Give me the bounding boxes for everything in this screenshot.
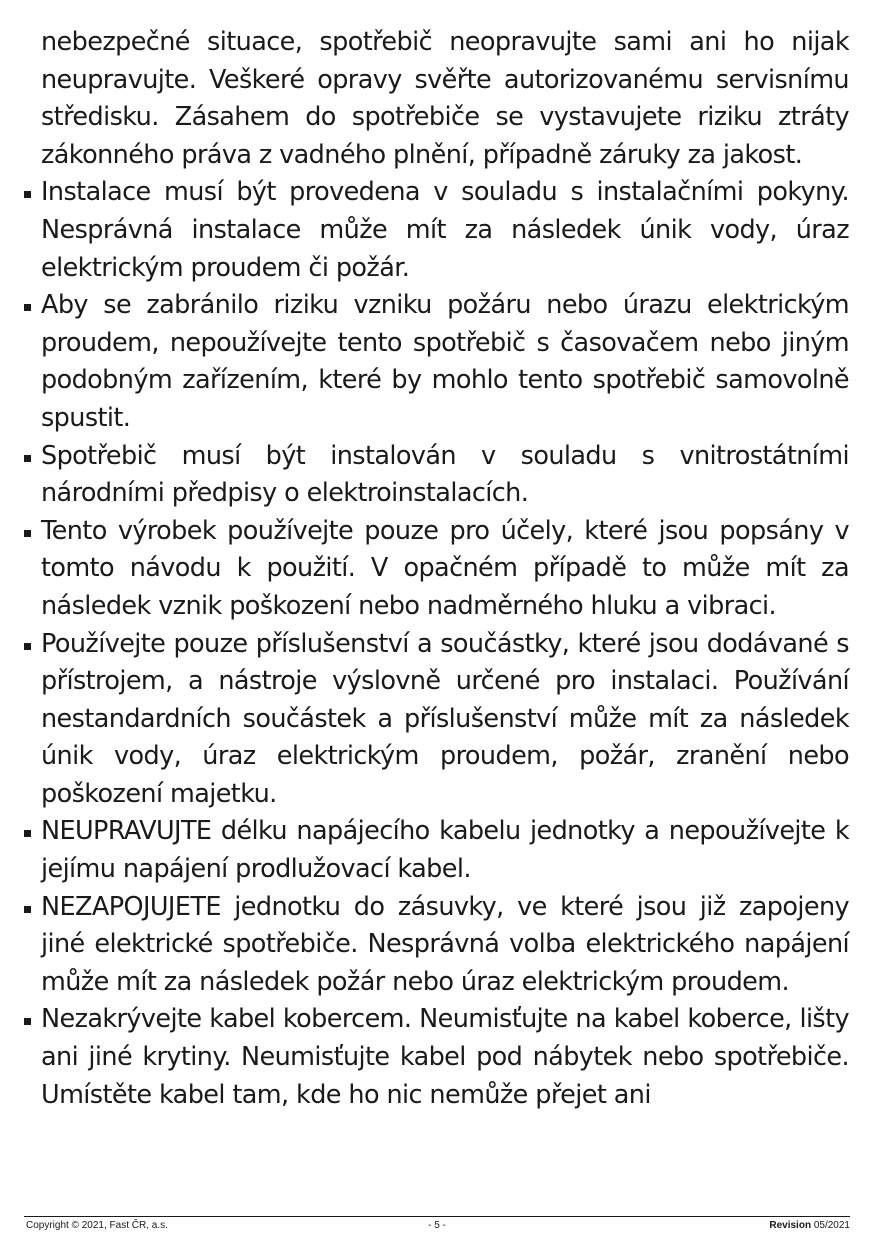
paragraph-continued: nebezpečné situace, spotřebič neopravujte sami ani ho nijak neupravujte. Veškeré opravy svěřte autorizovanému servisnímu středisku. Zásahem do spotřebiče se vystavujete riziku ztráty zákonného práva z vadného plnění, případně záruky za jakost. [41,27,849,170]
bullet-item-power-cable: NEUPRAVUJTE délku napájecího kabelu jednotky a nepoužívejte k jejímu napájení prodlužovací kabel. [41,813,849,888]
bullet-item-timer: Aby se zabránilo riziku vzniku požáru nebo úrazu elektrickým proudem, nepoužívejte tento spotřebič s časovačem nebo jiným podobným zařízením, které by mohlo tento spotřebič samovolně spustit. [41,287,849,437]
bullet-item-accessories: Používejte pouze příslušenství a součástky, které jsou dodávané s přístrojem, a nástroje výslovně určené pro instalaci. Používání nestandardních součástek a příslušenství může mít za následek únik vody, úraz elektrickým proudem, požár, zranění nebo poškození majetku. [41,626,849,814]
bullet-item-national-regulations: Spotřebič musí být instalován v souladu s vnitrostátními národními předpisy o elektroinstalacích. [41,438,849,513]
document-body [41,24,849,1114]
bullet-item-installation: Instalace musí být provedena v souladu s instalačními pokyny. Nesprávná instalace může mít za následek únik vody, úraz elektrickým proudem či požár. [41,174,849,287]
footer-divider [24,1216,850,1217]
footer-copyright: Copyright © 2021, Fast ČR, a.s. [26,1220,168,1231]
revision-value: 05/2021 [813,1220,850,1231]
bullet-item-cable-covering: Nezakrývejte kabel kobercem. Neumisťujte na kabel koberce, lišty ani jiné krytiny. Neumisťujte kabel pod nábytek nebo spotřebiče. Umístěte kabel tam, kde ho nic nemůže přejet ani [41,1001,849,1114]
page-number: - 5 - [428,1220,446,1231]
revision-label: Revision [769,1220,812,1231]
bullet-item-intended-use: Tento výrobek používejte pouze pro účely, které jsou popsány v tomto návodu k použití. V opačném případě to může mít za následek vznik poškození nebo nadměrného hluku a vibraci. [41,513,849,626]
footer-revision [769,1219,850,1232]
bullet-item-socket: NEZAPOJUJETE jednotku do zásuvky, ve které jsou již zapojeny jiné elektrické spotřebiče. Nesprávná volba elektrického napájení může mít za následek požár nebo úraz elektrickým proudem. [41,889,849,1002]
